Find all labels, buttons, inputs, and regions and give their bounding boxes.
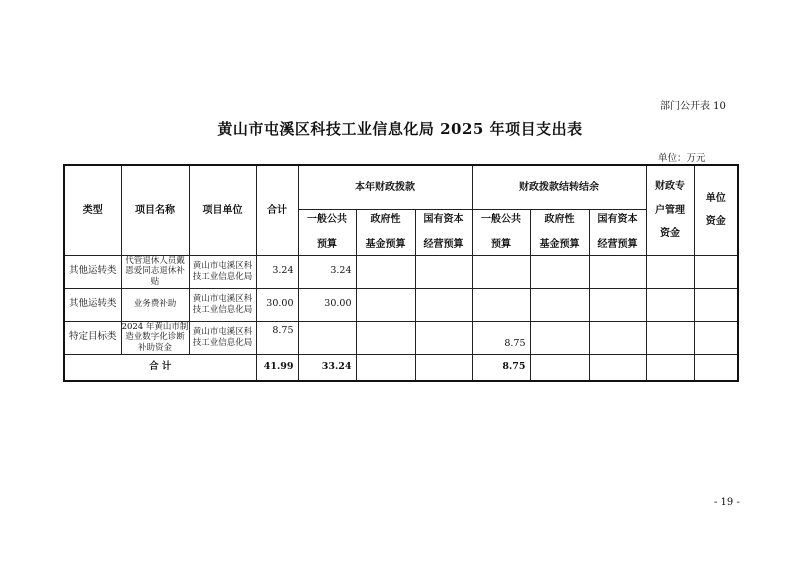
header-cur-state (415, 209, 472, 255)
header-cur-gov (356, 209, 415, 255)
cell-empty (694, 255, 738, 288)
cell-total: 30.00 (256, 288, 298, 321)
hl: 基金预算 (539, 239, 580, 250)
hl: 政府性 (370, 213, 401, 225)
header-cur-general (298, 209, 356, 255)
totals-carry-general: 8.75 (472, 354, 530, 381)
header-special-fund (646, 165, 694, 255)
table-row (64, 288, 738, 321)
hl: 经营预算 (597, 239, 638, 250)
cell-unit: 黄山市屯溪区科技工业信息化局 (189, 321, 256, 354)
header-row-1 (64, 165, 738, 209)
header-carry-state (589, 209, 646, 255)
hl: 经营预算 (423, 239, 464, 250)
cell-cur-general: 3.24 (298, 255, 356, 288)
cell-name: 业务费补助 (121, 288, 189, 321)
header-type: 类型 (64, 165, 121, 255)
cell-empty (530, 288, 589, 321)
header-total: 合计 (256, 165, 298, 255)
cell-empty (589, 354, 646, 381)
cell-type: 其他运转类 (64, 255, 121, 288)
hl: 国有资本 (423, 213, 464, 225)
cell-empty (415, 288, 472, 321)
table-row (64, 255, 738, 288)
hl: 一般公共 (307, 213, 347, 225)
cell-empty (646, 354, 694, 381)
cell-cur-general: 30.00 (298, 288, 356, 321)
cell-type: 特定目标类 (64, 321, 121, 354)
cell-empty (415, 354, 472, 381)
header-special-line3: 资金 (660, 228, 681, 239)
unit-label: 单位：万元 (658, 153, 706, 164)
header-unit-fund (694, 165, 738, 255)
cell-carry-general (472, 255, 530, 288)
hl: 国有资本 (597, 213, 638, 225)
hl: 一般公共 (481, 213, 522, 225)
header-carry-group: 财政拨款结转结余 (472, 165, 646, 209)
cell-name: 2024 年黄山市制造业数字化诊断补助资金 (121, 322, 189, 353)
cell-empty (415, 255, 472, 288)
table-row (64, 321, 738, 354)
totals-row (64, 354, 738, 381)
hl: 预算 (491, 239, 512, 250)
cell-empty (415, 321, 472, 354)
hl: 预算 (317, 239, 337, 250)
cell-empty (530, 255, 589, 288)
header-special-line1: 财政专 (655, 181, 686, 192)
cell-carry-general: 8.75 (472, 321, 530, 354)
header-current-group: 本年财政拨款 (298, 165, 472, 209)
cell-empty (694, 288, 738, 321)
header-carry-gov (530, 209, 589, 255)
cell-empty (530, 354, 589, 381)
cell-empty (646, 321, 694, 354)
header-unit: 项目单位 (189, 165, 256, 255)
totals-total: 41.99 (256, 354, 298, 381)
page-title: 黄山市屯溪区科技工业信息化局 2025 年项目支出表 (217, 120, 583, 138)
page-number: - 19 - (714, 497, 740, 508)
header-unitfund-line1: 单位 (705, 192, 726, 204)
cell-unit: 黄山市屯溪区科技工业信息化局 (189, 255, 256, 288)
totals-label: 合 计 (64, 354, 256, 381)
header-name: 项目名称 (121, 165, 189, 255)
cell-empty (356, 288, 415, 321)
cell-total: 8.75 (256, 321, 298, 354)
cell-empty (646, 288, 694, 321)
cell-empty (589, 288, 646, 321)
cell-empty (356, 255, 415, 288)
cell-unit: 黄山市屯溪区科技工业信息化局 (189, 288, 256, 321)
cell-name: 代管退休人员戴恩爱同志退休补贴 (121, 255, 189, 288)
cell-empty (646, 255, 694, 288)
totals-cur-general: 33.24 (298, 354, 356, 381)
cell-empty (694, 321, 738, 354)
cell-total: 3.24 (256, 255, 298, 288)
cell-empty (356, 354, 415, 381)
cell-empty (356, 321, 415, 354)
header-carry-general (472, 209, 530, 255)
cell-empty (589, 321, 646, 354)
cell-type: 其他运转类 (64, 288, 121, 321)
cell-empty (530, 321, 589, 354)
hl: 政府性 (544, 213, 575, 225)
header-special-line2: 户管理 (655, 204, 686, 216)
cell-cur-general (298, 321, 356, 354)
expenditure-table (63, 164, 739, 382)
header-unitfund-line2: 资金 (705, 216, 726, 228)
cell-carry-general (472, 288, 530, 321)
cell-empty (694, 354, 738, 381)
cell-empty (589, 255, 646, 288)
hl: 基金预算 (365, 239, 406, 250)
doc-code: 部门公开表 10 (660, 101, 726, 112)
